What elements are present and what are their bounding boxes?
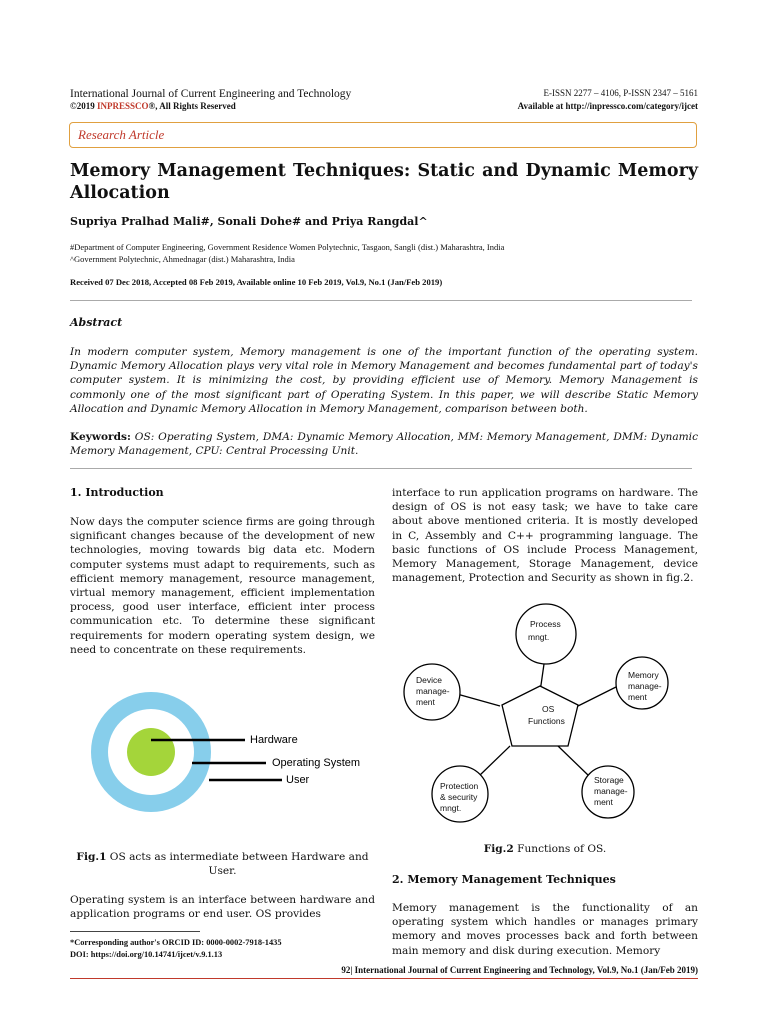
copyright-line: ©2019 INPRESSCO®, All Rights Reserved bbox=[70, 101, 236, 111]
footnote-rule bbox=[70, 931, 200, 932]
issn: E-ISSN 2277 – 4106, P-ISSN 2347 – 5161 bbox=[543, 88, 698, 98]
keywords bbox=[70, 430, 698, 458]
fig1-label: Fig.1 bbox=[76, 851, 107, 863]
affiliation-2: ^Government Polytechnic, Ahmednagar (dist.) Maharashtra, India bbox=[70, 254, 295, 264]
memory-label-3: ment bbox=[628, 692, 647, 702]
label-operating-system: Operating System bbox=[272, 757, 361, 769]
intro-paragraph: Now days the computer science firms are going through significant changes because of the development of new technologies, moving towards big data etc. Modern computer systems must adapt to requirements, such as efficient memory management, resource management, virtual memory management, efficient implementation process, good user interface, efficient inter process communication etc. To determine these significant requirements for modern operating system design, we need to concentrate on these requirements. bbox=[70, 516, 375, 656]
intro-paragraph-continued: interface to run application programs on hardware. The design of OS is not easy task; we have to take care about above mentioned criteria. It is mostly developed in C, Assembly and C++ programming language. The basic functions of OS include Process Management, Memory Management, Storage Management, device management, Protection and Security as shown in fig.2. bbox=[392, 487, 698, 585]
fig2-caption: Fig.2 Functions of OS. bbox=[483, 843, 607, 855]
keywords-text: OS: Operating System, DMA: Dynamic Memory Allocation, MM: Memory Management, DMM: Dynamic Memory Management, CPU: Central Processing Unit. bbox=[70, 431, 698, 458]
hardware-core bbox=[127, 728, 175, 776]
divider bbox=[70, 300, 692, 301]
memory-label-2: manage- bbox=[628, 681, 662, 691]
article-type-box bbox=[69, 122, 697, 148]
fig1-diagram bbox=[70, 690, 375, 835]
abstract-text: In modern computer system, Memory management is one of the important function of the operating system. Dynamic Memory Allocation plays very vital role in Memory Management and becomes fundamental part of today's computer system. It is minimizing the cost, by providing efficient use of Memory. Memory Management is commonly one of the most significant part of Operating System. In this paper, we will describe Static Memory Allocation and Dynamic Memory Allocation in Memory Management, comparison between both. bbox=[70, 346, 698, 415]
os-paragraph: Operating system is an interface between hardware and application programs or end user. OS provides bbox=[70, 894, 375, 921]
paper-title: Memory Management Techniques: Static and Dynamic Memory Allocation bbox=[70, 161, 698, 203]
fig2-diagram bbox=[392, 600, 698, 825]
device-label-3: ment bbox=[416, 697, 435, 707]
received-dates: Received 07 Dec 2018, Accepted 08 Feb 2019, Available online 10 Feb 2019, Vol.9, No.1 (Jan/Feb 2019) bbox=[70, 277, 443, 287]
storage-label-3: ment bbox=[594, 797, 613, 807]
doi[interactable]: DOI: https://doi.org/10.14741/ijcet/v.9.1.13 bbox=[70, 950, 223, 959]
memory-label-1: Memory bbox=[628, 670, 659, 680]
label-hardware: Hardware bbox=[250, 734, 298, 746]
footnote bbox=[70, 937, 282, 961]
page-footer: 92| International Journal of Current Engineering and Technology, Vol.9, No.1 (Jan/Feb 2019) bbox=[341, 965, 698, 975]
article-type: Research Article bbox=[78, 127, 165, 142]
keywords-label: Keywords: bbox=[70, 431, 131, 443]
storage-label-2: manage- bbox=[594, 786, 628, 796]
protection-label-3: mngt. bbox=[440, 803, 462, 813]
abstract-heading: Abstract bbox=[70, 316, 123, 329]
center-label-1: OS bbox=[542, 704, 555, 714]
affiliation-1: #Department of Computer Engineering, Government Residence Women Polytechnic, Tasgaon, Sangli (dist.) Maharashtra, India bbox=[70, 242, 505, 252]
issn-block bbox=[518, 88, 698, 111]
available-at[interactable]: Available at http://inpressco.com/category/ijcet bbox=[517, 101, 698, 111]
authors: Supriya Pralhad Mali#, Sonali Dohe# and Priya Rangdal^ bbox=[70, 215, 428, 228]
connector-protection bbox=[479, 746, 510, 776]
divider bbox=[70, 468, 692, 469]
journal-name: International Journal of Current Engineering and Technology bbox=[70, 88, 352, 100]
fig2-label: Fig.2 bbox=[483, 843, 514, 855]
storage-label-1: Storage bbox=[594, 775, 624, 785]
section-heading-introduction: 1. Introduction bbox=[70, 486, 164, 499]
protection-label-2: & security bbox=[440, 792, 478, 802]
protection-label-1: Protection bbox=[440, 781, 479, 791]
label-user: User bbox=[286, 774, 310, 786]
center-label-2: Functions bbox=[528, 716, 565, 726]
section-heading-memory-management: 2. Memory Management Techniques bbox=[392, 873, 616, 886]
connector-device bbox=[457, 694, 500, 706]
device-label-2: manage- bbox=[416, 686, 450, 696]
connector-storage bbox=[558, 746, 589, 776]
publisher-name: INPRESSCO bbox=[96, 101, 149, 111]
orcid: *Corresponding author's ORCID ID: 0000-0002-7918-1435 bbox=[70, 938, 282, 947]
affiliations bbox=[70, 241, 504, 265]
device-label-1: Device bbox=[416, 675, 442, 685]
process-label-1: Process bbox=[530, 619, 561, 629]
fig1-caption: Fig.1 OS acts as intermediate between Hardware and User. bbox=[76, 851, 369, 877]
process-label-2: mngt. bbox=[528, 632, 550, 642]
journal-header bbox=[70, 88, 351, 111]
footer-rule bbox=[70, 978, 698, 979]
memory-management-paragraph: Memory management is the functionality of an operating system which handles or manages primary memory and moves processes back and forth between main memory and disk during execution. Memory bbox=[392, 902, 698, 957]
